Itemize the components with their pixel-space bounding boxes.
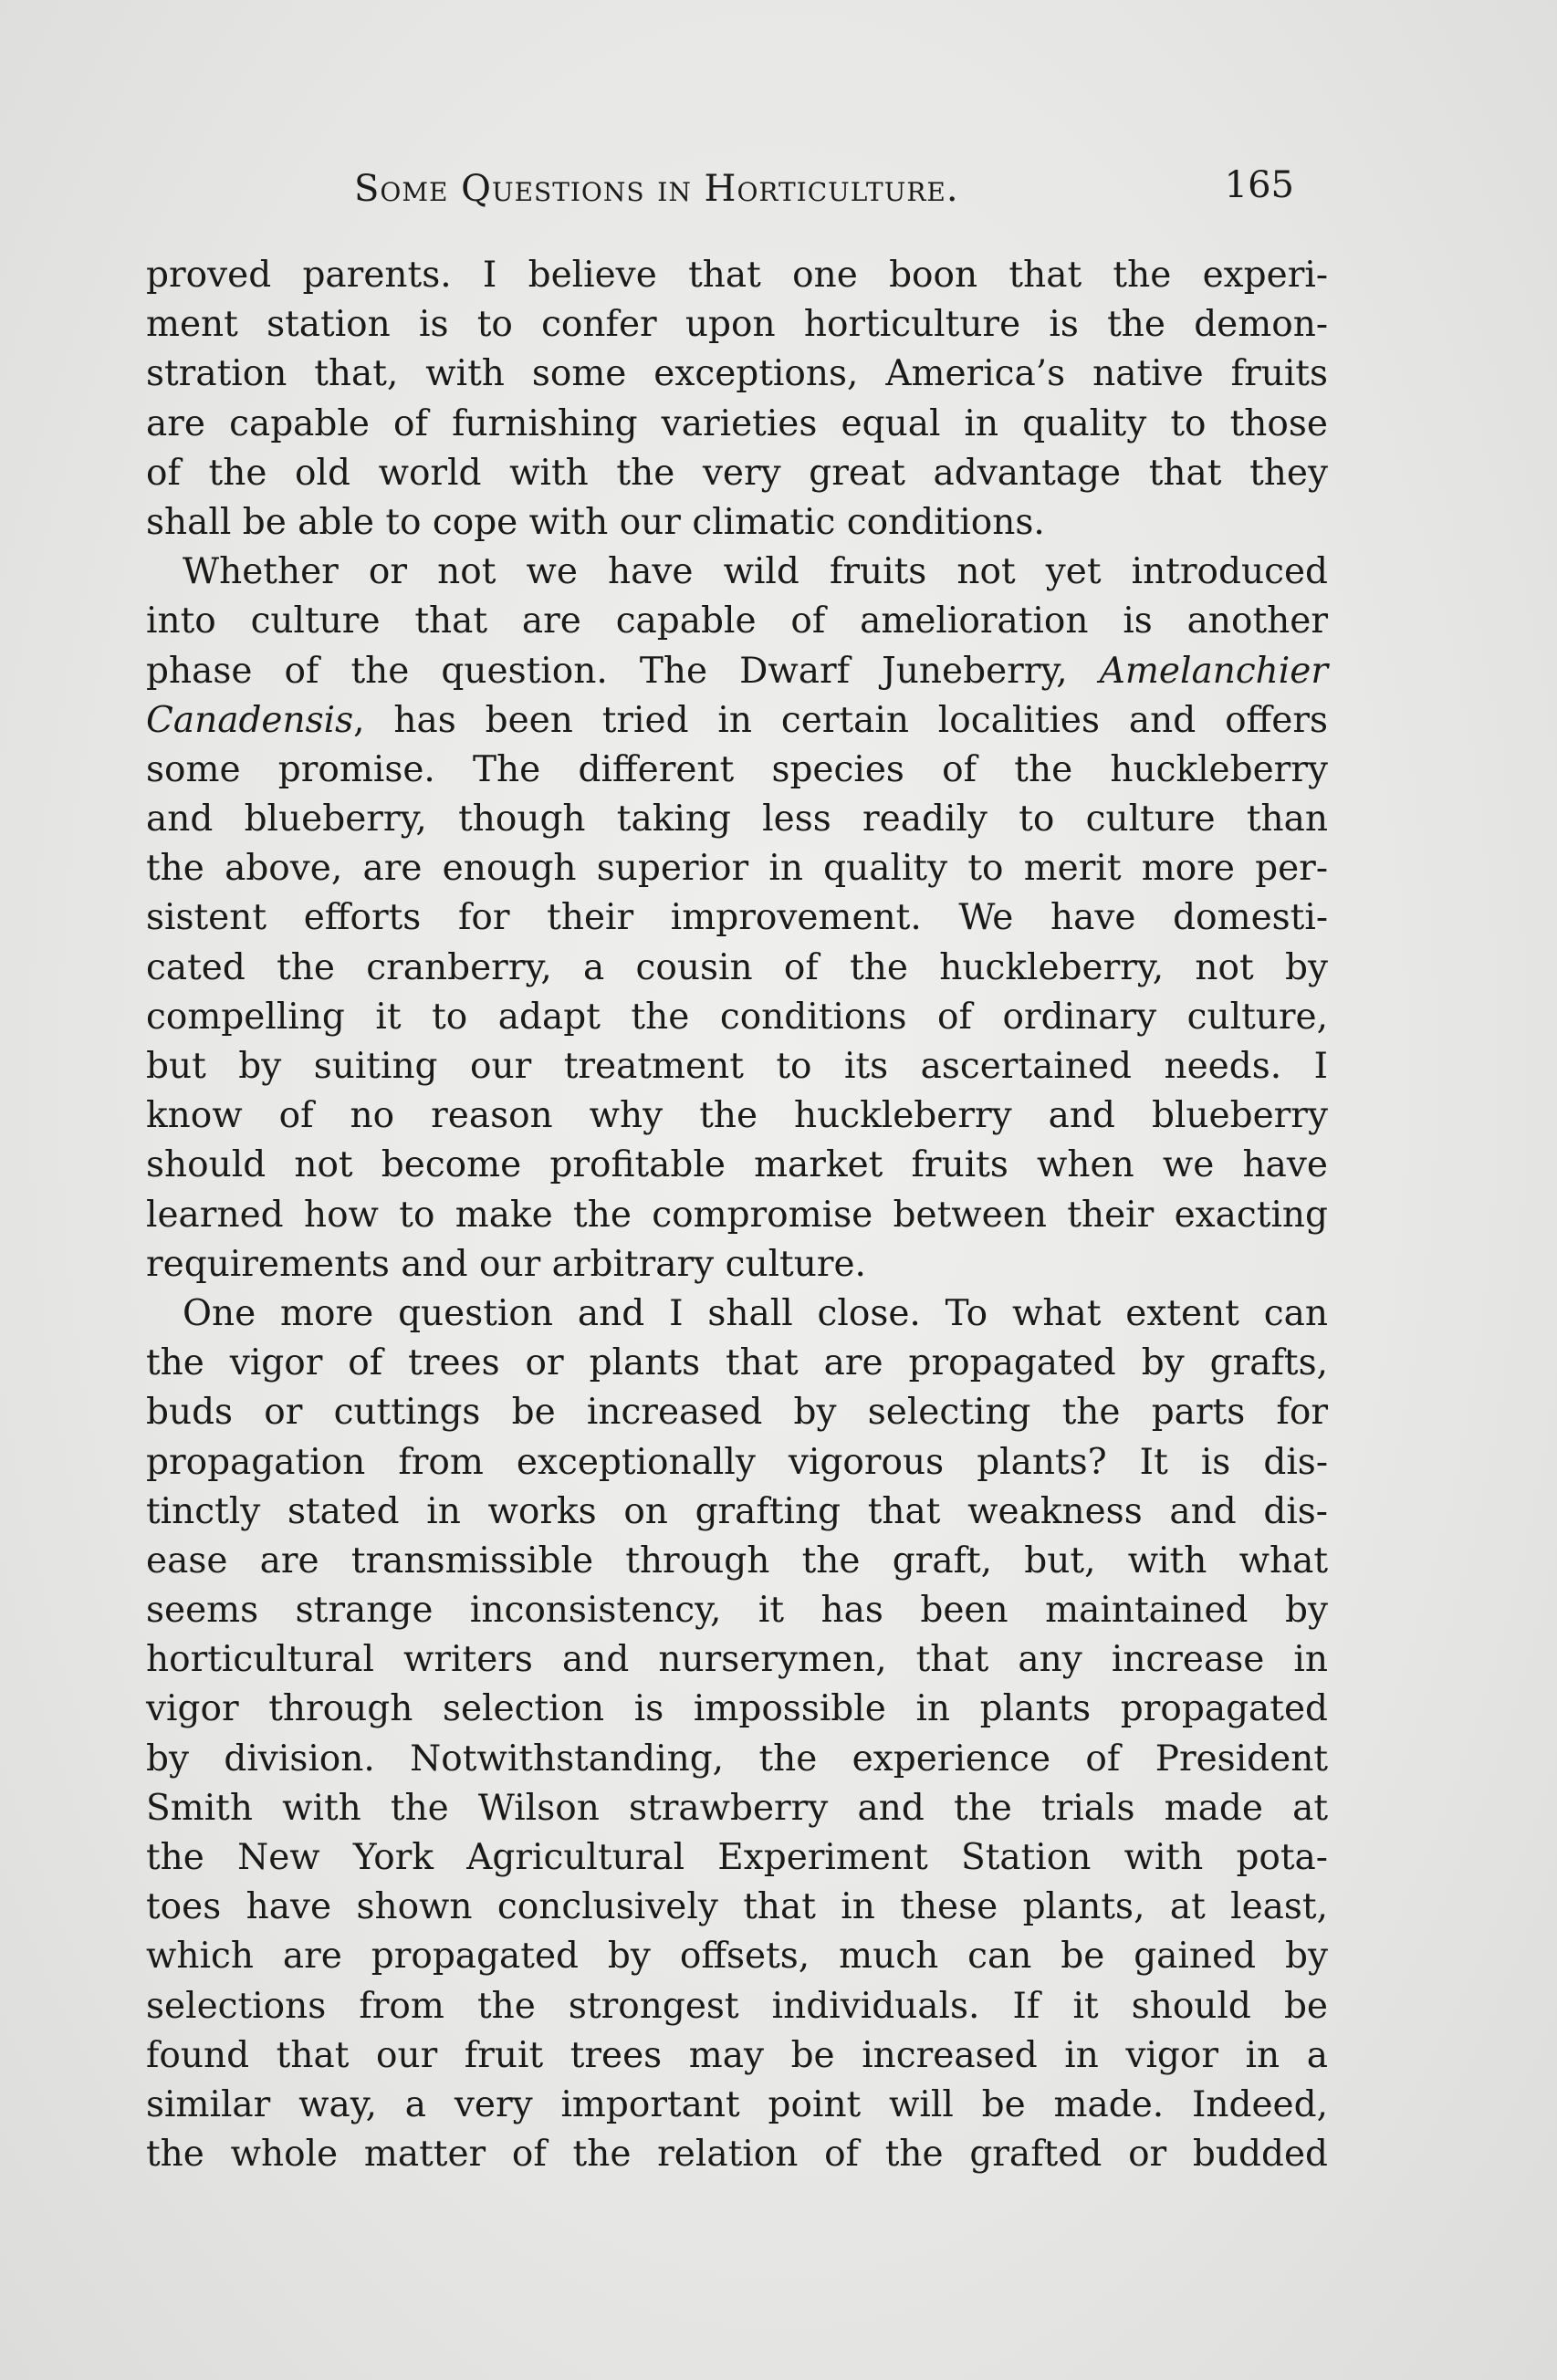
text-line: buds or cuttings be increased by selecting the parts for bbox=[146, 1392, 1328, 1434]
text-line: sistent efforts for their improvement. We have domesti- bbox=[146, 897, 1328, 939]
text-line: similar way, a very important point will be made. Indeed, bbox=[146, 2083, 1328, 2125]
text-line: of the old world with the very great advantage that they bbox=[146, 452, 1328, 494]
text-line: tinctly stated in works on grafting that weakness and dis- bbox=[146, 1490, 1328, 1532]
text-line: propagation from exceptionally vigorous plants? It is dis- bbox=[146, 1441, 1328, 1483]
text-fragment: phase of the question. The Dwarf Juneberry, bbox=[146, 650, 1100, 692]
italic-species: Canadensis bbox=[146, 699, 354, 741]
text-line: by division. Notwithstanding, the experience of President bbox=[146, 1738, 1328, 1780]
text-line: which are propagated by offsets, much can be gained by bbox=[146, 1936, 1328, 1978]
running-title: Some Questions in Horticulture. bbox=[354, 168, 959, 210]
text-line: shall be able to cope with our climatic conditions. bbox=[146, 501, 1045, 543]
paragraph-3 bbox=[146, 1289, 1328, 2179]
paragraph-2 bbox=[146, 548, 1328, 1289]
text-line: but by suiting our treatment to its ascertained needs. I bbox=[146, 1046, 1328, 1087]
text-line: know of no reason why the huckleberry and blueberry bbox=[146, 1095, 1328, 1137]
text-line: stration that, with some exceptions, America’s native fruits bbox=[146, 353, 1328, 395]
text-line: horticultural writers and nurserymen, that any increase in bbox=[146, 1639, 1328, 1681]
italic-genus: Amelanchier bbox=[1099, 650, 1328, 692]
text-line: Whether or not we have wild fruits not yet introduced bbox=[183, 551, 1328, 593]
text-line: seems strange inconsistency, it has been maintained by bbox=[146, 1590, 1328, 1632]
text-line: should not become profitable market fruits when we have bbox=[146, 1144, 1328, 1186]
text-line: Smith with the Wilson strawberry and the trials made at bbox=[146, 1787, 1328, 1829]
page-number: 165 bbox=[1224, 164, 1294, 206]
text-line: the above, are enough superior in quality to merit more per- bbox=[146, 848, 1328, 890]
text-line: cated the cranberry, a cousin of the huckleberry, not by bbox=[146, 946, 1328, 988]
page-header bbox=[345, 162, 1294, 226]
text-line: One more question and I shall close. To what extent can bbox=[183, 1292, 1328, 1334]
text-line: compelling it to adapt the conditions of ordinary culture, bbox=[146, 996, 1328, 1038]
text-line: the vigor of trees or plants that are propagated by grafts, bbox=[146, 1342, 1328, 1384]
text-line-with-italic bbox=[146, 696, 1328, 746]
text-line: ease are transmissible through the graft, but, with what bbox=[146, 1540, 1328, 1581]
text-line: into culture that are capable of amelioration is another bbox=[146, 600, 1328, 642]
text-line: found that our fruit trees may be increased in vigor in a bbox=[146, 2034, 1328, 2076]
text-line: learned how to make the compromise between their exacting bbox=[146, 1194, 1328, 1236]
paragraph-1 bbox=[146, 251, 1328, 548]
text-line: the New York Agricultural Experiment Station with pota- bbox=[146, 1837, 1328, 1878]
text-fragment: , has been tried in certain localities and offers bbox=[353, 699, 1328, 741]
text-line: some promise. The different species of the huckleberry bbox=[146, 748, 1328, 790]
body-text bbox=[146, 251, 1328, 2179]
text-line: vigor through selection is impossible in plants propagated bbox=[146, 1688, 1328, 1730]
text-line: ment station is to confer upon horticulture is the demon- bbox=[146, 304, 1328, 346]
text-line: are capable of furnishing varieties equal in quality to those bbox=[146, 402, 1328, 444]
text-line: toes have shown conclusively that in these plants, at least, bbox=[146, 1886, 1328, 1928]
text-line: and blueberry, though taking less readily to culture than bbox=[146, 799, 1328, 840]
text-line: the whole matter of the relation of the grafted or budded bbox=[146, 2134, 1328, 2176]
text-line: requirements and our arbitrary culture. bbox=[146, 1243, 866, 1285]
text-line: selections from the strongest individuals. If it should be bbox=[146, 1985, 1328, 2027]
text-line-with-italic bbox=[146, 647, 1328, 696]
text-line: proved parents. I believe that one boon that the experi- bbox=[146, 255, 1328, 296]
